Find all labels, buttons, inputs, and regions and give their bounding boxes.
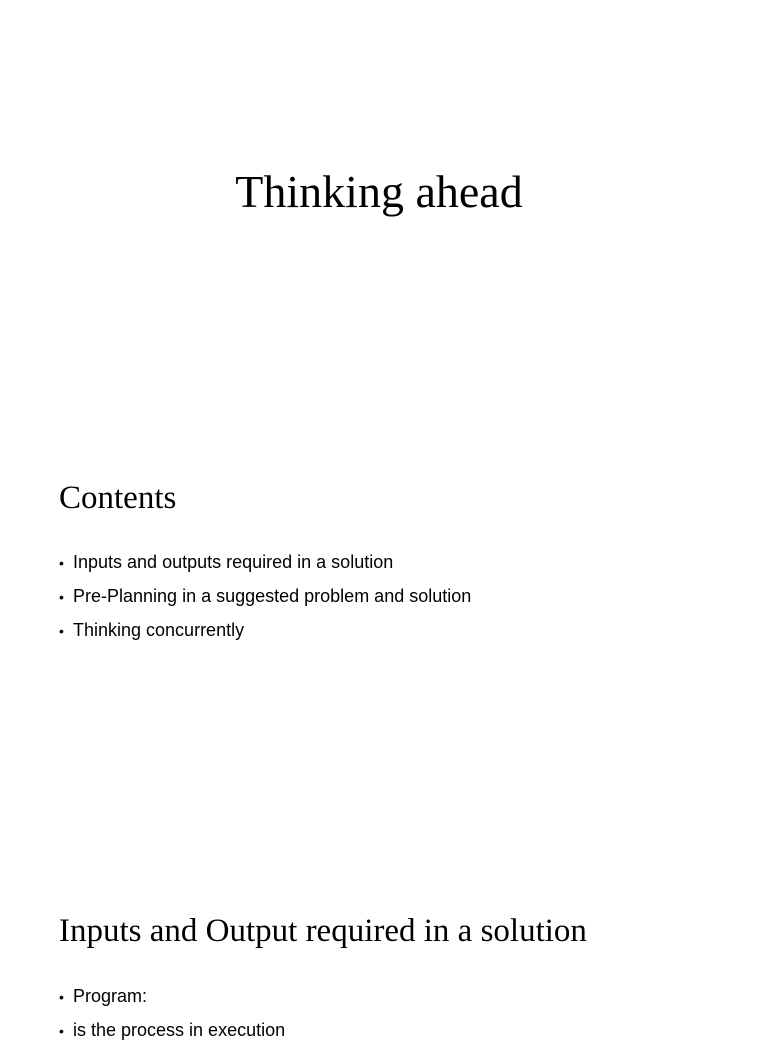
- slide-contents: [0, 432, 768, 864]
- bullet-icon: •: [59, 555, 64, 571]
- list-item: [59, 980, 285, 1014]
- bullet-icon: •: [59, 589, 64, 605]
- bullet-icon: •: [59, 989, 64, 1005]
- slide-title: [0, 0, 768, 432]
- list-item: [59, 614, 471, 648]
- list-item-text: Inputs and outputs required in a solution: [73, 552, 394, 572]
- list-item: [59, 580, 471, 614]
- list-item-text: is the process in execution: [73, 1020, 286, 1040]
- inputs-outputs-bullet-list: [59, 980, 285, 1048]
- contents-heading: Contents: [59, 480, 177, 516]
- slide-inputs-outputs: [0, 864, 768, 1040]
- inputs-outputs-heading: Inputs and Output required in a solution: [59, 913, 587, 949]
- list-item: [59, 546, 471, 580]
- slide-title-heading: Thinking ahead: [235, 166, 523, 217]
- contents-bullet-list: [59, 546, 471, 648]
- list-item-text: Program:: [73, 986, 148, 1006]
- list-item-text: Thinking concurrently: [73, 620, 245, 640]
- list-item: [59, 1014, 285, 1048]
- bullet-icon: •: [59, 1023, 64, 1039]
- bullet-icon: •: [59, 623, 64, 639]
- list-item-text: Pre-Planning in a suggested problem and solution: [73, 586, 472, 606]
